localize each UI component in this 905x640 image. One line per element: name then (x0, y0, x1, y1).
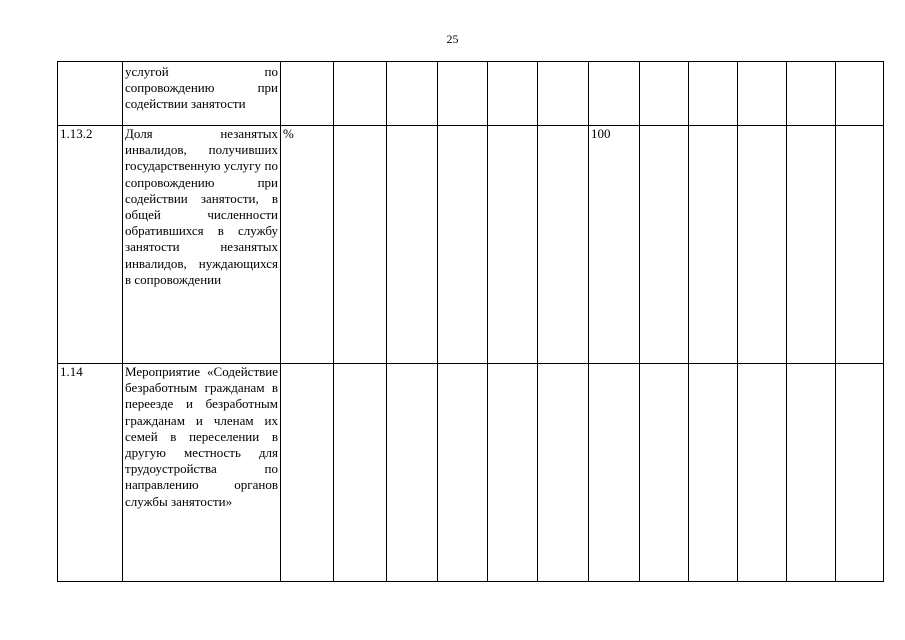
empty-cell (836, 126, 884, 364)
row-number-cell (58, 62, 123, 126)
row-unit-cell (281, 364, 334, 582)
empty-cell (334, 62, 387, 126)
empty-cell (334, 364, 387, 582)
row-number-cell: 1.13.2 (58, 126, 123, 364)
row-name-cell: Доля незанятых инвалидов, получивших государственную услугу по сопровождению при содействии занятости, в общей численности обратившихся в службу занятости незанятых инвалидов, нуждающихся в сопровождении (123, 126, 281, 364)
empty-cell (538, 126, 589, 364)
empty-cell (387, 126, 438, 364)
empty-cell (738, 62, 787, 126)
empty-cell (836, 62, 884, 126)
row-value-cell (589, 364, 640, 582)
empty-cell (640, 62, 689, 126)
empty-cell (738, 364, 787, 582)
empty-cell (438, 364, 488, 582)
empty-cell (438, 126, 488, 364)
table-row (58, 126, 884, 364)
empty-cell (387, 364, 438, 582)
empty-cell (538, 62, 589, 126)
table-row (58, 62, 884, 126)
page-number: 25 (446, 32, 459, 46)
indicators-table (57, 61, 884, 582)
row-unit-cell: % (281, 126, 334, 364)
row-value-cell: 100 (589, 126, 640, 364)
empty-cell (387, 62, 438, 126)
empty-cell (689, 364, 738, 582)
empty-cell (689, 126, 738, 364)
row-name-cell: Мероприятие «Содействие безработным гражданам в переезде и безработным гражданам и членам их семей в переселении в другую местность для трудоустройства по направлению органов службы занятости» (123, 364, 281, 582)
empty-cell (488, 62, 538, 126)
empty-cell (787, 126, 836, 364)
empty-cell (640, 364, 689, 582)
row-value-cell (589, 62, 640, 126)
empty-cell (438, 62, 488, 126)
table-row (58, 364, 884, 582)
empty-cell (334, 126, 387, 364)
empty-cell (488, 126, 538, 364)
empty-cell (538, 364, 589, 582)
row-unit-cell (281, 62, 334, 126)
empty-cell (488, 364, 538, 582)
row-number-cell: 1.14 (58, 364, 123, 582)
empty-cell (787, 364, 836, 582)
empty-cell (738, 126, 787, 364)
empty-cell (836, 364, 884, 582)
empty-cell (689, 62, 738, 126)
row-name-cell: услугой по сопровождению при содействии занятости (123, 62, 281, 126)
empty-cell (640, 126, 689, 364)
empty-cell (787, 62, 836, 126)
